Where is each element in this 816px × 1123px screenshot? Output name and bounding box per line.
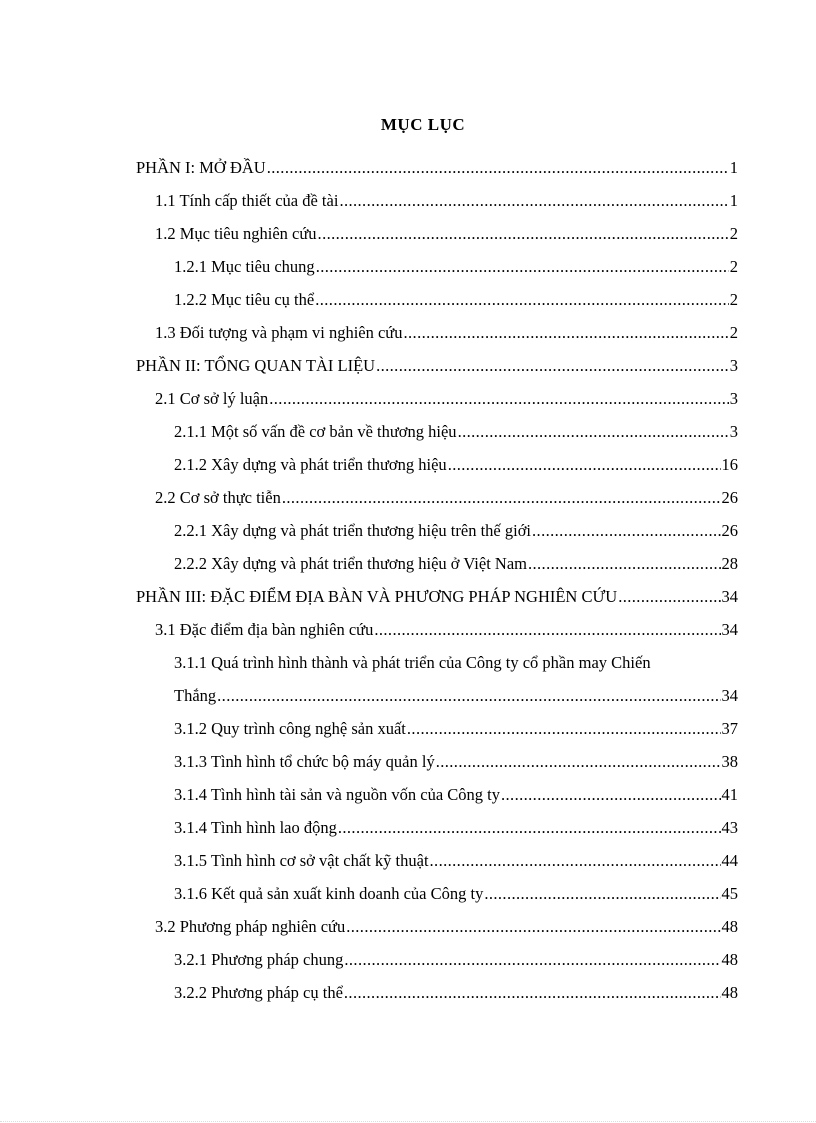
toc-entry-text: 2.2 Cơ sở thực tiễn bbox=[155, 488, 281, 507]
toc-page-number: 1 bbox=[729, 158, 738, 177]
toc-entry-3-1-1-line1[interactable]: 3.1.1 Quá trình hình thành và phát triển của Công ty cổ phần may Chiến bbox=[174, 653, 651, 672]
toc-entry-3-1-2[interactable] bbox=[136, 712, 738, 745]
toc-page-number: 38 bbox=[721, 752, 738, 771]
toc-entry-text: PHẦN II: TỔNG QUAN TÀI LIỆU bbox=[136, 356, 376, 375]
toc-dot-leader bbox=[315, 283, 729, 316]
toc-entry-text: 3.2 Phương pháp nghiên cứu bbox=[155, 917, 346, 936]
toc-entry-2-2-1[interactable] bbox=[136, 514, 738, 547]
toc-page-number: 2 bbox=[729, 224, 738, 243]
toc-dot-leader bbox=[528, 547, 721, 580]
toc-dot-leader bbox=[484, 877, 720, 910]
toc-page-number: 45 bbox=[721, 884, 738, 903]
toc-page-number: 34 bbox=[721, 620, 738, 639]
toc-entry-3-2[interactable] bbox=[136, 910, 738, 943]
toc-entry-text: 3.1.4 Tình hình tài sản và nguồn vốn của Công ty bbox=[174, 785, 500, 804]
toc-dot-leader bbox=[338, 811, 721, 844]
toc-page-number: 2 bbox=[729, 290, 738, 309]
toc-entry-1-2-1[interactable] bbox=[136, 250, 738, 283]
toc-entry-2-2-2[interactable] bbox=[136, 547, 738, 580]
toc-entry-1-1[interactable] bbox=[136, 184, 738, 217]
toc-page-number: 2 bbox=[729, 257, 738, 276]
toc-page-number: 34 bbox=[721, 686, 738, 705]
toc-dot-leader bbox=[267, 151, 729, 184]
toc-page-number: 26 bbox=[721, 488, 738, 507]
toc-dot-leader bbox=[318, 217, 729, 250]
toc-dot-leader bbox=[618, 580, 720, 613]
toc-dot-leader bbox=[404, 316, 729, 349]
toc-page-number: 43 bbox=[721, 818, 738, 837]
toc-entry-1-2-2[interactable] bbox=[136, 283, 738, 316]
toc-dot-leader bbox=[269, 382, 729, 415]
toc-entry-text: 1.3 Đối tượng và phạm vi nghiên cứu bbox=[155, 323, 403, 342]
toc-entry-1-3[interactable] bbox=[136, 316, 738, 349]
toc-page-number: 48 bbox=[721, 983, 738, 1002]
toc-entry-3-1-1[interactable] bbox=[136, 679, 738, 712]
toc-entry-text: 2.2.1 Xây dựng và phát triển thương hiệu trên thế giới bbox=[174, 521, 532, 540]
toc-dot-leader bbox=[282, 481, 721, 514]
toc-dot-leader bbox=[339, 184, 728, 217]
toc-dot-leader bbox=[532, 514, 720, 547]
toc-entry-part-2[interactable] bbox=[136, 349, 738, 382]
toc-entry-text: 1.2.2 Mục tiêu cụ thể bbox=[174, 290, 315, 309]
toc-entry-3-2-1[interactable] bbox=[136, 943, 738, 976]
table-of-contents bbox=[136, 151, 738, 1009]
toc-entry-part-3[interactable] bbox=[136, 580, 738, 613]
toc-entry-3-2-2[interactable] bbox=[136, 976, 738, 1009]
toc-entry-2-1[interactable] bbox=[136, 382, 738, 415]
toc-entry-text: 1.2 Mục tiêu nghiên cứu bbox=[155, 224, 317, 243]
toc-dot-leader bbox=[407, 712, 721, 745]
toc-title: MỤC LỤC bbox=[380, 115, 466, 134]
toc-page-number: 41 bbox=[721, 785, 738, 804]
toc-page-number: 1 bbox=[729, 191, 738, 210]
toc-entry-text: Thắng bbox=[174, 686, 217, 705]
toc-entry-text: 3.1.5 Tình hình cơ sở vật chất kỹ thuật bbox=[174, 851, 429, 870]
toc-entry-text: 2.1 Cơ sở lý luận bbox=[155, 389, 269, 408]
toc-page-number: 48 bbox=[721, 917, 738, 936]
toc-dot-leader bbox=[458, 415, 729, 448]
toc-dot-leader bbox=[316, 250, 729, 283]
toc-dot-leader bbox=[344, 976, 721, 1009]
toc-entry-text: 3.1.4 Tình hình lao động bbox=[174, 818, 337, 837]
toc-page-number: 28 bbox=[721, 554, 738, 573]
toc-entry-3-1-3[interactable] bbox=[136, 745, 738, 778]
toc-entry-text: PHẦN III: ĐẶC ĐIỂM ĐỊA BÀN VÀ PHƯƠNG PHÁP NGHIÊN CỨU bbox=[136, 587, 618, 606]
toc-page-number: 34 bbox=[721, 587, 738, 606]
toc-page-number: 3 bbox=[729, 389, 738, 408]
toc-page-number: 26 bbox=[721, 521, 738, 540]
toc-dot-leader bbox=[430, 844, 721, 877]
toc-entry-text: 2.1.1 Một số vấn đề cơ bản về thương hiệu bbox=[174, 422, 457, 441]
toc-page-number: 3 bbox=[729, 356, 738, 375]
toc-page-number: 2 bbox=[729, 323, 738, 342]
toc-entry-2-1-1[interactable] bbox=[136, 415, 738, 448]
toc-dot-leader bbox=[374, 613, 720, 646]
page-bottom-edge bbox=[0, 1121, 816, 1122]
toc-dot-leader bbox=[344, 943, 720, 976]
toc-page-number: 37 bbox=[721, 719, 738, 738]
toc-entry-text: 1.2.1 Mục tiêu chung bbox=[174, 257, 315, 276]
toc-page-number: 44 bbox=[721, 851, 738, 870]
toc-page-number: 3 bbox=[729, 422, 738, 441]
toc-dot-leader bbox=[346, 910, 720, 943]
toc-entry-text: 2.2.2 Xây dựng và phát triển thương hiệu ở Việt Nam bbox=[174, 554, 527, 573]
toc-entry-text: 3.1.3 Tình hình tổ chức bộ máy quản lý bbox=[174, 752, 435, 771]
toc-entry-text: 3.2.2 Phương pháp cụ thể bbox=[174, 983, 343, 1002]
toc-entry-3-1[interactable] bbox=[136, 613, 738, 646]
toc-entry-3-1-4-assets[interactable] bbox=[136, 778, 738, 811]
toc-entry-text: 3.1.2 Quy trình công nghệ sản xuất bbox=[174, 719, 406, 738]
toc-entry-2-2[interactable] bbox=[136, 481, 738, 514]
toc-page-number: 16 bbox=[721, 455, 738, 474]
toc-entry-text: 3.1.6 Kết quả sản xuất kinh doanh của Công ty bbox=[174, 884, 484, 903]
toc-dot-leader bbox=[217, 679, 720, 712]
toc-entry-3-1-4-labor[interactable] bbox=[136, 811, 738, 844]
toc-entry-3-1-6[interactable] bbox=[136, 877, 738, 910]
toc-dot-leader bbox=[448, 448, 721, 481]
toc-dot-leader bbox=[376, 349, 729, 382]
toc-entry-text: 3.2.1 Phương pháp chung bbox=[174, 950, 344, 969]
toc-entry-text: 1.1 Tính cấp thiết của đề tài bbox=[155, 191, 339, 210]
toc-entry-3-1-5[interactable] bbox=[136, 844, 738, 877]
toc-entry-text: PHẦN I: MỞ ĐẦU bbox=[136, 158, 266, 177]
toc-dot-leader bbox=[501, 778, 721, 811]
toc-entry-part-1[interactable] bbox=[136, 151, 738, 184]
toc-entry-2-1-2[interactable] bbox=[136, 448, 738, 481]
toc-entry-1-2[interactable] bbox=[136, 217, 738, 250]
toc-entry-text: 3.1 Đặc điểm địa bàn nghiên cứu bbox=[155, 620, 374, 639]
toc-page-number: 48 bbox=[721, 950, 738, 969]
toc-entry-text: 2.1.2 Xây dựng và phát triển thương hiệu bbox=[174, 455, 447, 474]
toc-dot-leader bbox=[436, 745, 721, 778]
